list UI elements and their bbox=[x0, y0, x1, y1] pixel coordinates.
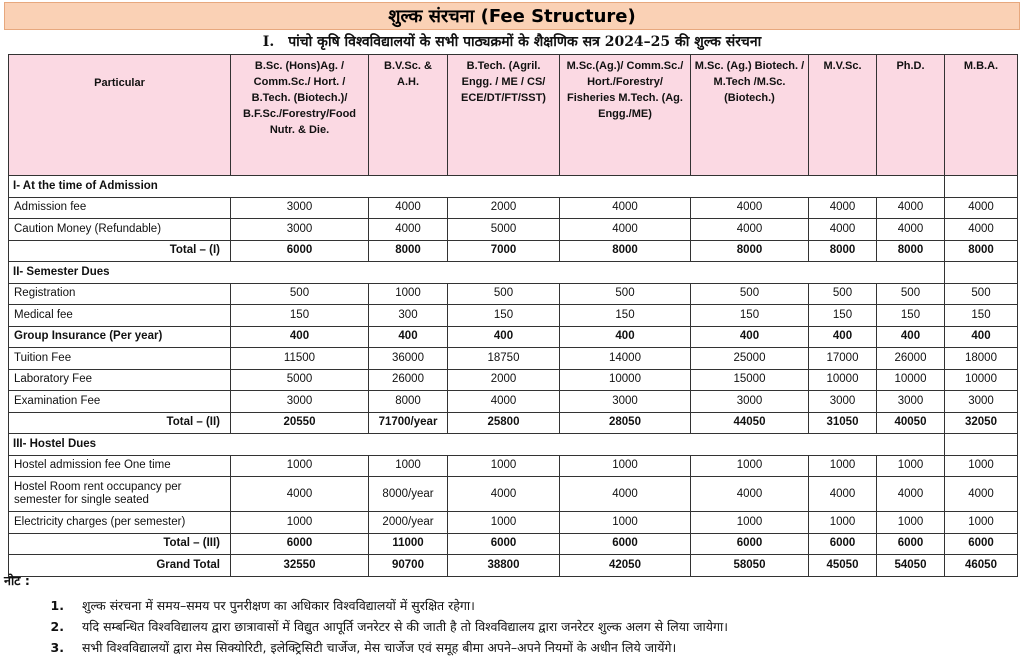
grand-total-row: Grand Total 32550 90700 38800 42050 58050 45050 54050 46050 bbox=[9, 555, 1018, 577]
table-row: Registration 500 1000 500 500 500 500 500 500 bbox=[9, 283, 1018, 305]
caption-numeral: I. bbox=[262, 34, 275, 50]
header-col: B.V.Sc. & A.H. bbox=[369, 55, 448, 176]
table-row: Group Insurance (Per year) 400 400 400 400 400 400 400 400 bbox=[9, 326, 1018, 348]
table-row: Hostel Room rent occupancy per semester for single seated 4000 8000/year 4000 4000 4000 4000 4000 4000 bbox=[9, 477, 1018, 512]
header-particular: Particular bbox=[9, 55, 231, 176]
header-col: M.B.A. bbox=[945, 55, 1018, 176]
table-row: Caution Money (Refundable) 3000 4000 5000 4000 4000 4000 4000 4000 bbox=[9, 219, 1018, 241]
note-text: यदि सम्बन्धित विश्वविद्यालय द्वारा छात्रावासों में विद्युत आपूर्ति जनरेटर से की जाती है तो विश्वविद्यालय द्वारा जनरेटर शुल्क अलग से लिया जायेगा। bbox=[82, 619, 729, 634]
notes-heading: नोट : bbox=[4, 573, 30, 588]
note-item bbox=[4, 616, 1020, 637]
section-row bbox=[9, 262, 1018, 284]
section-row bbox=[9, 434, 1018, 456]
banner-title: शुल्क संरचना (Fee Structure) bbox=[388, 6, 636, 27]
total-row: Total – (III) 6000 11000 6000 6000 6000 6000 6000 6000 bbox=[9, 533, 1018, 555]
table-row: Medical fee 150 300 150 150 150 150 150 150 bbox=[9, 305, 1018, 327]
note-text: सभी विश्वविद्यालयों द्वारा मेस सिक्योरिटी, इलेक्ट्रिसिटी चार्जेज, मेस चार्जेज एवं समूह बीमा अपने–अपने नियमों के अधीन लिये जायेंगे। bbox=[82, 640, 677, 655]
table-row: Admission fee 3000 4000 2000 4000 4000 4000 4000 4000 bbox=[9, 197, 1018, 219]
section-title: II- Semester Dues bbox=[9, 262, 945, 284]
table-row: Examination Fee 3000 8000 4000 3000 3000 3000 3000 3000 bbox=[9, 391, 1018, 413]
header-col: Ph.D. bbox=[877, 55, 945, 176]
fee-structure-table bbox=[8, 54, 1018, 577]
note-item bbox=[4, 595, 1020, 616]
total-row: Total – (II) 20550 71700/year 25800 28050 44050 31050 40050 32050 bbox=[9, 412, 1018, 434]
header-col: M.V.Sc. bbox=[809, 55, 877, 176]
header-row bbox=[9, 55, 1018, 176]
table-caption bbox=[0, 32, 1024, 52]
section-title: III- Hostel Dues bbox=[9, 434, 945, 456]
caption-text: पांचो कृषि विश्वविद्यालयों के सभी पाठ्यक्रमों के शैक्षणिक सत्र 2024–25 की शुल्क संरचना bbox=[288, 34, 762, 50]
note-number: 2. bbox=[50, 619, 64, 634]
table-row: Laboratory Fee 5000 26000 2000 10000 15000 10000 10000 10000 bbox=[9, 369, 1018, 391]
header-col: M.Sc. (Ag.) Biotech. / M.Tech /M.Sc. (Biotech.) bbox=[691, 55, 809, 176]
table-row: Electricity charges (per semester) 1000 2000/year 1000 1000 1000 1000 1000 1000 bbox=[9, 512, 1018, 534]
note-number: 1. bbox=[50, 598, 64, 613]
header-col: M.Sc.(Ag.)/ Comm.Sc./ Hort./Forestry/ Fisheries M.Tech. (Ag. Engg./ME) bbox=[560, 55, 691, 176]
table-row: Hostel admission fee One time 1000 1000 1000 1000 1000 1000 1000 1000 bbox=[9, 455, 1018, 477]
notes-section bbox=[4, 572, 1020, 658]
header-col: B.Tech. (Agril. Engg. / ME / CS/ ECE/DT/FT/SST) bbox=[448, 55, 560, 176]
section-title: I- At the time of Admission bbox=[9, 176, 945, 198]
note-text: शुल्क संरचना में समय–समय पर पुनरीक्षण का अधिकार विश्वविद्यालयों में सुरक्षित रहेगा। bbox=[82, 598, 475, 613]
note-number: 3. bbox=[50, 640, 64, 655]
note-item bbox=[4, 637, 1020, 658]
total-row: Total – (I) 6000 8000 7000 8000 8000 8000 8000 8000 bbox=[9, 240, 1018, 262]
table-row: Tuition Fee 11500 36000 18750 14000 25000 17000 26000 18000 bbox=[9, 348, 1018, 370]
section-row bbox=[9, 176, 1018, 198]
header-col: B.Sc. (Hons)Ag. / Comm.Sc./ Hort. / B.Tech. (Biotech.)/ B.F.Sc./Forestry/Food Nutr. & Die. bbox=[231, 55, 369, 176]
page-banner bbox=[4, 2, 1020, 30]
